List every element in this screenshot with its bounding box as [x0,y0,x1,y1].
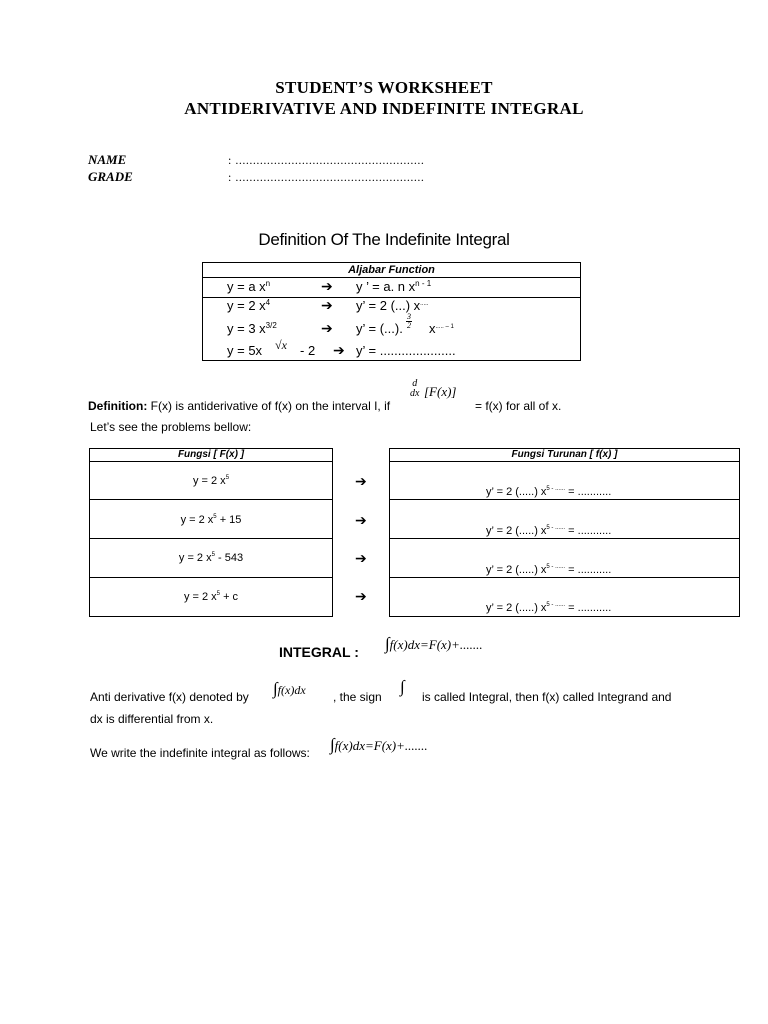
differential-text: dx is differential from x. [90,712,214,726]
bracket-expression: [F(x)] [424,384,457,399]
integral-sign-icon: ∫ [385,634,390,653]
grade-label: GRADE [88,169,133,184]
aljabar-row-lhs: y = 2 $x^4$ [227,298,271,313]
integral-sign [400,677,405,697]
the-sign-text: , the sign [333,690,382,704]
radical-sqrt-x: √x [275,338,287,352]
grade-field[interactable]: : ...................................................... [228,170,425,184]
aljabar-row-lhs: y = a $x^n$ [227,279,271,294]
name-label: NAME [88,152,127,167]
fungsi-table [89,448,333,617]
integral-sign-icon: ∫ [273,679,278,698]
aljabar-row-rhs: y’ = (...). [356,321,403,336]
fungsi-cell: y = 2 $x^5 + c$ [183,591,239,603]
anti-derivative-text: Anti derivative f(x) denoted by [90,690,249,704]
worksheet-subtitle: ANTIDERIVATIVE AND INDEFINITE INTEGRAL [184,99,584,118]
turunan-cell[interactable]: y’ = 2 (.....) $x^{5 - ......}$ = ........... [486,486,612,498]
arrow-icon: ➔ [355,588,367,604]
definition-label: Definition: [88,399,148,413]
fungsi-cell: y = 2 $x^5 + 15$ [180,514,242,526]
lets-see-text: Let’s see the problems bellow: [90,420,252,434]
integral-sign-icon: ∫ [330,735,335,754]
aljabar-row-rhs: y’ = ..................... [356,343,456,358]
aljabar-table-header: Aljabar Function [203,263,580,278]
aljabar-row-lhs: y = 3 $x^{3/2}$ [227,321,277,336]
aljabar-row-rhs-tail: $x^{..... - 1}$ [429,321,454,336]
aljabar-function-table [202,262,581,361]
integral-label: INTEGRAL : [279,644,359,660]
aljabar-row-rhs: y’ = 2 (...) x..... [356,298,429,313]
arrow-icon: ➔ [321,278,333,294]
arrow-icon: ➔ [321,320,333,336]
arrow-icon: ➔ [355,550,367,566]
write-integral-text: We write the indefinite integral as follows: [90,746,310,760]
worksheet-title: STUDENT’S WORKSHEET [275,78,493,97]
turunan-cell[interactable]: y’ = 2 (.....) $x^{5 - ......}$ = ........... [486,602,612,614]
arrow-icon: ➔ [355,512,367,528]
aljabar-row-lhs: y = 5x [227,343,263,358]
fungsi-turunan-table-header: Fungsi Turunan [ f(x) ] [390,449,739,462]
called-integral-text: is called Integral, then f(x) called Integrand and [422,690,672,704]
aljabar-row-rhs: y ’ = a. n $x^{n - 1}$ [356,279,432,294]
arrow-icon: ➔ [355,473,367,489]
fungsi-cell: y = 2 $x^5 - 543$ [178,552,244,564]
integral-formula: ∫f(x)dx=F(x)+....... [385,634,483,653]
integral-sign-icon: ∫ [400,677,405,696]
fraction: $\frac{3}{2}$ [407,312,411,330]
turunan-cell[interactable]: y’ = 2 (.....) $x^{5 - ......}$ = ........... [486,564,612,576]
definition-tail: = f(x) for all of x. [475,399,562,413]
aljabar-row-lhs-tail: - 2 [300,343,316,358]
indefinite-integral-formula: ∫f(x)dx=F(x)+....... [330,735,428,754]
arrow-icon: ➔ [321,297,333,313]
fungsi-cell: y = 2 $x^5$ [192,475,230,487]
definition-line: Definition: F(x) is antiderivative of f(x) on the interval I, if [88,399,391,413]
arrow-icon: ➔ [333,342,345,358]
fungsi-table-header: Fungsi [ F(x) ] [90,449,332,462]
name-field[interactable]: : ...................................................... [228,153,425,167]
inline-integral-formula: ∫f(x)dx [273,679,306,698]
fungsi-turunan-table [389,448,740,617]
d-dx-fraction: d dx [410,378,420,399]
turunan-cell[interactable]: y’ = 2 (.....) $x^{5 - ......}$ = ........... [486,525,612,537]
section-heading: Definition Of The Indefinite Integral [258,230,510,249]
